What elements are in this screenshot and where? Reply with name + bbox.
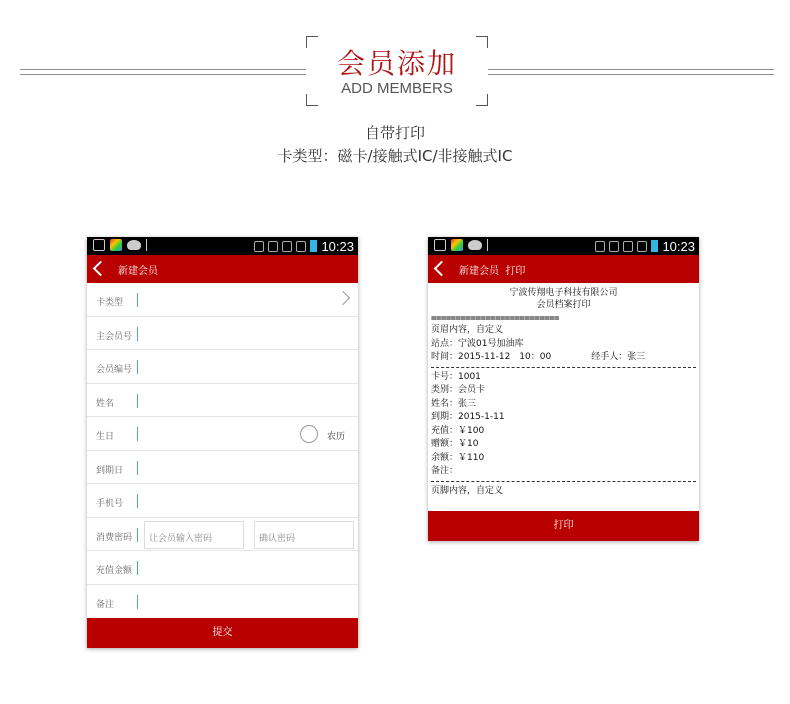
field-label: 消费密码 <box>96 532 133 543</box>
app-bar <box>428 255 699 283</box>
field-label: 生日 <box>96 432 115 442</box>
status-bar <box>87 237 358 255</box>
header-rule-left-top <box>20 69 306 70</box>
receipt-line: 赠额：￥10 <box>431 439 479 449</box>
field-main-member-no[interactable] <box>87 317 358 351</box>
page-title-en: ADD MEMBERS <box>341 80 453 97</box>
receipt-time-row <box>431 351 696 365</box>
text-cursor <box>137 360 138 374</box>
print-button[interactable]: 打印 <box>428 511 699 541</box>
lunar-calendar-radio[interactable] <box>300 425 318 443</box>
field-label: 姓名 <box>96 398 115 409</box>
vibrate-icon <box>609 241 619 252</box>
header-rule-left-bottom <box>20 74 306 75</box>
status-time: 10:23 <box>321 238 354 254</box>
receipt-footer-text: 页脚内容，自定义 <box>431 485 504 496</box>
feature-line-print: 自带打印 <box>364 124 425 142</box>
chevron-right-icon[interactable] <box>336 291 350 305</box>
text-cursor <box>137 394 138 408</box>
text-cursor <box>137 494 138 508</box>
signal-icon <box>296 241 306 252</box>
text-cursor <box>137 528 138 542</box>
field-label: 充值金额 <box>96 566 133 576</box>
receipt-line: 备注： <box>431 466 459 476</box>
receipt-company: 宁波传翔电子科技有限公司 <box>509 288 618 298</box>
wifi-icon <box>623 241 633 252</box>
text-cursor <box>137 461 138 475</box>
text-cursor <box>137 561 138 575</box>
receipt-header-text: 页眉内容，自定义 <box>431 325 504 335</box>
field-label: 到期日 <box>96 465 124 476</box>
field-notes[interactable] <box>87 585 358 619</box>
title-frame <box>306 36 488 106</box>
header-rule-right-bottom <box>488 74 774 75</box>
receipt-title: 会员档案打印 <box>536 300 591 310</box>
feature-line-card-types: 卡类型：磁卡/接触式IC/非接触式IC <box>277 147 513 165</box>
receipt-station: 站点：宁波01号加油库 <box>431 338 524 349</box>
screen-title: 新建会员 打印 <box>459 266 526 277</box>
android-icon <box>468 240 482 250</box>
field-label: 卡类型 <box>96 298 124 308</box>
page-title: 会员添加 <box>336 47 457 80</box>
status-time: 10:23 <box>662 238 695 254</box>
android-icon <box>127 240 141 250</box>
signal-icon <box>637 241 647 252</box>
submit-button[interactable]: 提交 <box>87 618 358 648</box>
field-name[interactable] <box>87 384 358 418</box>
phone-form-screen <box>87 237 358 648</box>
receipt-line: 卡号：1001 <box>431 371 481 382</box>
password-input[interactable]: 让会员输入密码 <box>144 521 244 549</box>
receipt-time: 时间：2015-11-12 10：00 <box>431 352 552 362</box>
text-cursor <box>137 427 138 441</box>
field-birthday[interactable] <box>87 417 358 451</box>
receipt-line: 充值：￥100 <box>431 425 485 436</box>
text-cursor <box>137 293 138 307</box>
field-recharge-amount[interactable] <box>87 551 358 585</box>
field-spend-password <box>87 518 358 552</box>
receipt-preview <box>428 283 699 511</box>
receipt-separator: ========================== <box>431 314 559 324</box>
notification-icon <box>434 239 446 251</box>
field-label: 手机号 <box>96 499 124 509</box>
back-arrow-icon[interactable] <box>93 261 109 277</box>
field-member-no[interactable] <box>87 350 358 384</box>
dashed-divider <box>431 481 696 482</box>
app-bar <box>87 255 358 283</box>
field-card-type[interactable] <box>87 283 358 317</box>
receipt-line: 到期：2015-1-11 <box>431 412 505 422</box>
app-icon <box>110 239 122 251</box>
battery-icon <box>310 240 317 252</box>
text-cursor <box>137 327 138 341</box>
battery-icon <box>651 240 658 252</box>
field-label: 备注 <box>96 599 115 610</box>
lunar-calendar-label: 农历 <box>327 432 346 442</box>
notification-icon <box>93 239 105 251</box>
field-label: 主会员号 <box>96 331 133 342</box>
vibrate-icon <box>268 241 278 252</box>
wifi-icon <box>282 241 292 252</box>
receipt-line: 余额：￥110 <box>431 452 485 463</box>
receipt-line: 类别：会员卡 <box>431 385 486 395</box>
confirm-password-input[interactable]: 确认密码 <box>254 521 354 549</box>
bluetooth-icon <box>254 241 264 252</box>
phone-print-screen <box>428 237 699 541</box>
bluetooth-icon <box>595 241 605 252</box>
field-phone[interactable] <box>87 484 358 518</box>
receipt-agent: 经手人：张三 <box>591 352 646 362</box>
back-arrow-icon[interactable] <box>434 261 450 277</box>
app-icon <box>451 239 463 251</box>
dashed-divider <box>431 367 696 368</box>
usb-icon <box>146 239 154 251</box>
text-cursor <box>137 595 138 609</box>
field-expiry-date[interactable] <box>87 451 358 485</box>
header-rule-right-top <box>488 69 774 70</box>
status-bar <box>428 237 699 255</box>
field-label: 会员编号 <box>96 365 133 375</box>
screen-title: 新建会员 <box>118 266 158 277</box>
receipt-line: 姓名：张三 <box>431 398 477 409</box>
usb-icon <box>487 239 495 251</box>
